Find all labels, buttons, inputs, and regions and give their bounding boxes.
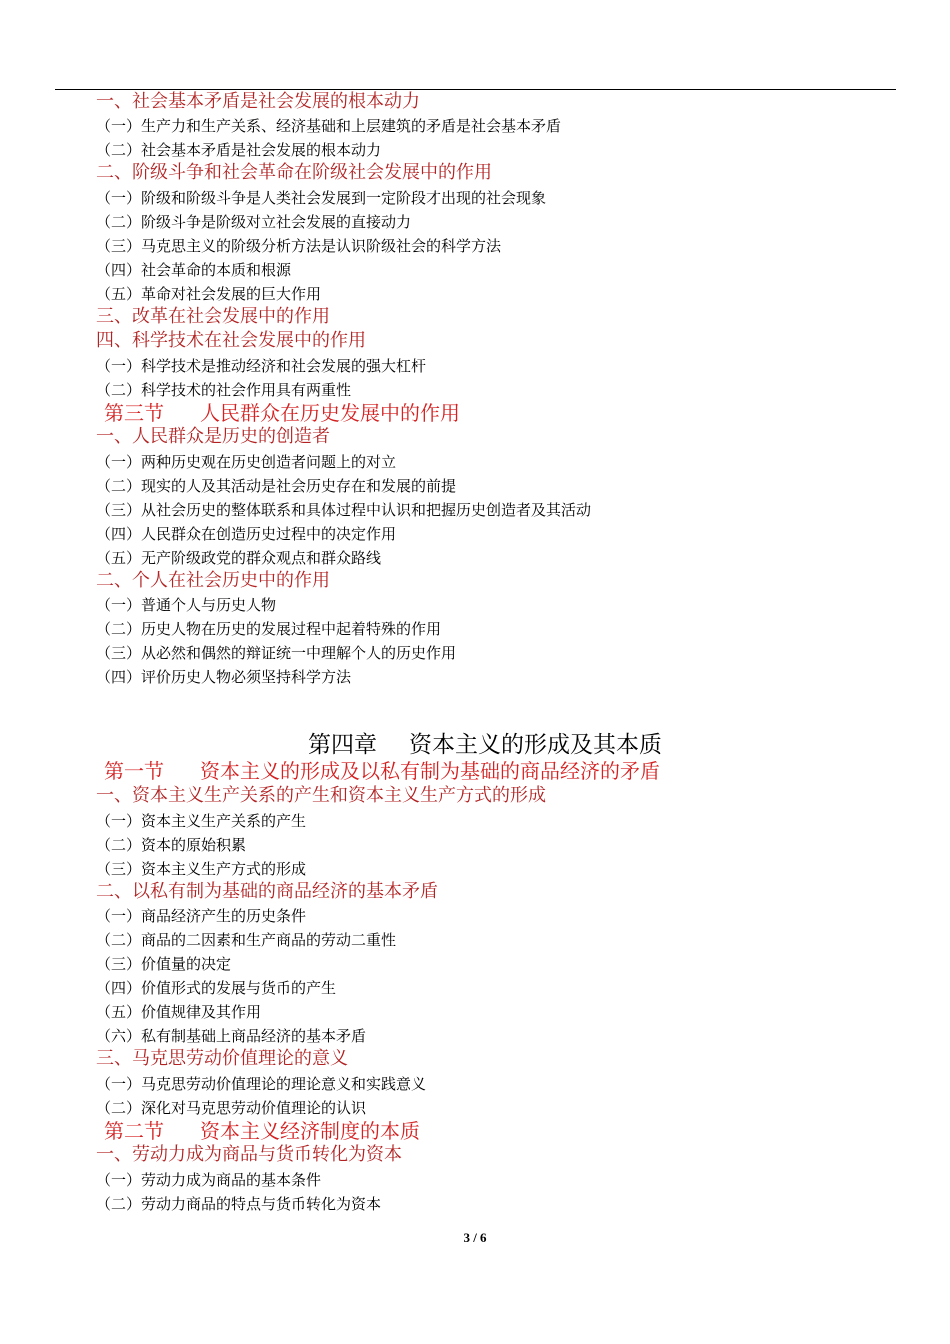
list-item: （四）社会革命的本质和根源 <box>96 261 292 279</box>
heading: 一、人民群众是历史的创造者 <box>96 426 330 447</box>
list-item: （二）科学技术的社会作用具有两重性 <box>96 381 352 399</box>
section-title <box>104 1121 420 1141</box>
heading: 二、以私有制为基础的商品经济的基本矛盾 <box>96 881 438 902</box>
chapter-title <box>308 734 662 757</box>
heading: 一、资本主义生产关系的产生和资本主义生产方式的形成 <box>96 785 546 806</box>
list-item: （五）价值规律及其作用 <box>96 1003 262 1021</box>
list-item: （二）阶级斗争是阶级对立社会发展的直接动力 <box>96 213 412 231</box>
list-item: （二）历史人物在历史的发展过程中起着特殊的作用 <box>96 620 442 638</box>
list-item: （一）生产力和生产关系、经济基础和上层建筑的矛盾是社会基本矛盾 <box>96 117 562 135</box>
heading: 三、改革在社会发展中的作用 <box>96 306 330 327</box>
list-item: （二）现实的人及其活动是社会历史存在和发展的前提 <box>96 477 457 495</box>
section-number: 第一节 <box>104 759 164 783</box>
heading: 四、科学技术在社会发展中的作用 <box>96 330 366 351</box>
heading: 三、马克思劳动价值理论的意义 <box>96 1048 348 1069</box>
list-item: （一）马克思劳动价值理论的理论意义和实践意义 <box>96 1075 427 1093</box>
page-number: 3 / 6 <box>463 1230 487 1245</box>
list-item: （四）人民群众在创造历史过程中的决定作用 <box>96 525 397 543</box>
section-name: 资本主义经济制度的本质 <box>200 1119 420 1143</box>
list-item: （六）私有制基础上商品经济的基本矛盾 <box>96 1027 367 1045</box>
list-item: （一）资本主义生产关系的产生 <box>96 812 307 830</box>
list-item: （五）革命对社会发展的巨大作用 <box>96 285 322 303</box>
chapter-name: 资本主义的形成及其本质 <box>409 732 662 758</box>
heading: 二、阶级斗争和社会革命在阶级社会发展中的作用 <box>96 162 492 183</box>
list-item: （一）阶级和阶级斗争是人类社会发展到一定阶段才出现的社会现象 <box>96 189 547 207</box>
list-item: （二）资本的原始积累 <box>96 836 247 854</box>
list-item: （四）评价历史人物必须坚持科学方法 <box>96 668 352 686</box>
list-item: （二）深化对马克思劳动价值理论的认识 <box>96 1099 367 1117</box>
list-item: （一）科学技术是推动经济和社会发展的强大杠杆 <box>96 357 427 375</box>
section-name: 人民群众在历史发展中的作用 <box>200 401 460 425</box>
header-rule <box>55 89 896 90</box>
heading: 一、劳动力成为商品与货币转化为资本 <box>96 1144 402 1165</box>
list-item: （二）商品的二因素和生产商品的劳动二重性 <box>96 931 397 949</box>
list-item: （一）普通个人与历史人物 <box>96 596 277 614</box>
list-item: （三）资本主义生产方式的形成 <box>96 860 307 878</box>
list-item: （三）马克思主义的阶级分析方法是认识阶级社会的科学方法 <box>96 237 502 255</box>
list-item: （二）劳动力商品的特点与货币转化为资本 <box>96 1195 382 1213</box>
heading: 二、个人在社会历史中的作用 <box>96 570 330 591</box>
list-item: （一）劳动力成为商品的基本条件 <box>96 1171 322 1189</box>
section-number: 第三节 <box>104 401 164 425</box>
section-number: 第二节 <box>104 1119 164 1143</box>
list-item: （五）无产阶级政党的群众观点和群众路线 <box>96 549 382 567</box>
list-item: （三）从必然和偶然的辩证统一中理解个人的历史作用 <box>96 644 457 662</box>
section-name: 资本主义的形成及以私有制为基础的商品经济的矛盾 <box>200 759 660 783</box>
section-title <box>104 761 660 781</box>
list-item: （三）价值量的决定 <box>96 955 232 973</box>
list-item: （二）社会基本矛盾是社会发展的根本动力 <box>96 141 382 159</box>
heading: 一、社会基本矛盾是社会发展的根本动力 <box>96 91 420 112</box>
section-title <box>104 403 460 423</box>
list-item: （四）价值形式的发展与货币的产生 <box>96 979 337 997</box>
list-item: （一）两种历史观在历史创造者问题上的对立 <box>96 453 397 471</box>
list-item: （一）商品经济产生的历史条件 <box>96 907 307 925</box>
list-item: （三）从社会历史的整体联系和具体过程中认识和把握历史创造者及其活动 <box>96 501 592 519</box>
chapter-number: 第四章 <box>308 732 377 758</box>
